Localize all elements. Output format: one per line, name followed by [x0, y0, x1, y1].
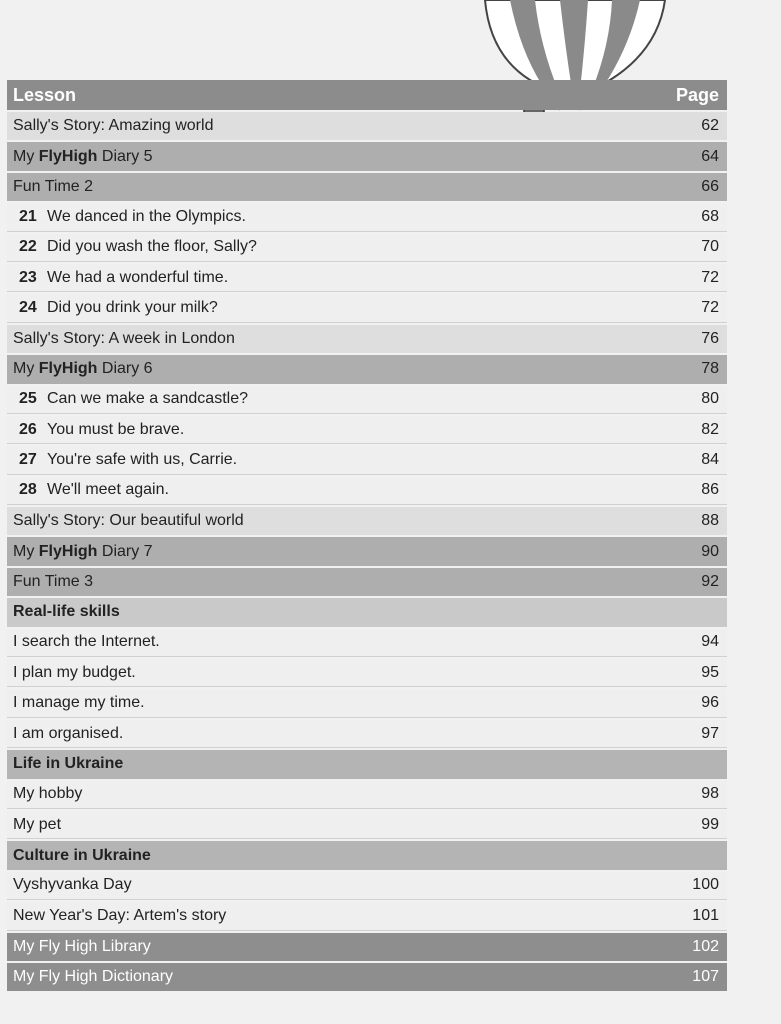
toc-row	[7, 477, 727, 505]
toc-row	[7, 234, 727, 262]
toc-row	[7, 203, 727, 231]
lesson-title	[13, 968, 173, 986]
lesson-title	[13, 360, 153, 378]
page-number: 99	[701, 815, 719, 833]
toc-row	[7, 933, 727, 961]
lesson-title-text: Real-life skills	[13, 603, 120, 621]
lesson-title	[13, 633, 160, 651]
section-heading-row	[7, 598, 727, 626]
page-number: 92	[701, 573, 719, 591]
lesson-title	[13, 938, 151, 956]
lesson-number: 24	[19, 299, 37, 317]
lesson-title	[13, 543, 153, 561]
lesson-title-text: You're safe with us, Carrie.	[47, 450, 238, 468]
toc-row	[7, 689, 727, 717]
lesson-number: 28	[19, 481, 37, 499]
lesson-title-text: I am organised.	[13, 724, 124, 742]
page-number: 88	[701, 512, 719, 530]
lesson-title-text: Can we make a sandcastle?	[47, 390, 248, 408]
lesson-title-text: Fun Time 2	[13, 177, 94, 195]
page-column-header: Page	[675, 84, 719, 105]
lesson-title	[13, 512, 244, 530]
lesson-title	[13, 664, 136, 682]
lesson-title	[13, 178, 93, 196]
toc-row	[7, 142, 727, 170]
lesson-title-text: Sally's Story: Amazing world	[13, 117, 214, 135]
toc-row	[7, 112, 727, 140]
page-number: 90	[701, 542, 719, 560]
lesson-title-text: My	[13, 147, 39, 165]
lesson-column-header: Lesson	[13, 84, 77, 105]
lesson-title	[13, 451, 237, 469]
page-number: 86	[701, 481, 719, 499]
lesson-title	[13, 694, 145, 712]
toc-row	[7, 264, 727, 292]
lesson-title-text: Life in Ukraine	[13, 755, 124, 773]
page-number: 70	[701, 238, 719, 256]
page-number: 97	[701, 724, 719, 742]
toc-row	[7, 507, 727, 535]
toc-row	[7, 173, 727, 201]
section-heading-row	[7, 750, 727, 778]
page-number: 96	[701, 694, 719, 712]
page-number: 68	[701, 207, 719, 225]
lesson-number: 23	[19, 268, 37, 286]
lesson-title	[13, 148, 153, 166]
lesson-title-text: Culture in Ukraine	[13, 846, 151, 864]
toc-row	[7, 963, 727, 991]
toc-row	[7, 720, 727, 748]
toc-row	[7, 446, 727, 474]
lesson-title-text: Sally's Story: Our beautiful world	[13, 512, 244, 530]
page-number: 84	[701, 450, 719, 468]
flyhigh-brand-text: FlyHigh	[38, 542, 98, 560]
toc-row	[7, 781, 727, 809]
page-number: 62	[701, 117, 719, 135]
lesson-number: 25	[19, 390, 37, 408]
page-number: 107	[692, 968, 719, 986]
lesson-title	[13, 421, 184, 439]
lesson-title-text: My Fly High Dictionary	[13, 968, 174, 986]
page-number: 82	[701, 420, 719, 438]
lesson-title	[13, 299, 218, 317]
lesson-title	[13, 816, 61, 834]
page-number: 76	[701, 329, 719, 347]
page-number: 78	[701, 360, 719, 378]
lesson-title-text: My pet	[13, 815, 62, 833]
lesson-title	[13, 330, 235, 348]
lesson-title	[13, 755, 123, 773]
lesson-title	[13, 269, 228, 287]
lesson-title	[13, 847, 151, 865]
toc-row	[7, 629, 727, 657]
lesson-title-suffix: Diary 7	[97, 542, 153, 560]
toc-row	[7, 325, 727, 353]
flyhigh-brand-text: FlyHigh	[38, 360, 98, 378]
lesson-title	[13, 907, 226, 925]
lesson-title	[13, 603, 120, 621]
lesson-title	[13, 390, 248, 408]
toc-row	[7, 537, 727, 565]
toc-row	[7, 811, 727, 839]
lesson-title	[13, 876, 132, 894]
lesson-title-text: My Fly High Library	[13, 937, 151, 955]
page-number: 94	[701, 633, 719, 651]
lesson-title-text: We had a wonderful time.	[47, 268, 229, 286]
toc-rows	[7, 112, 727, 991]
page-number: 72	[701, 299, 719, 317]
lesson-title-text: My	[13, 542, 39, 560]
lesson-number: 27	[19, 450, 37, 468]
toc-header-row	[7, 80, 727, 110]
page-number: 95	[701, 663, 719, 681]
toc-row	[7, 294, 727, 322]
lesson-title	[13, 573, 93, 591]
lesson-number: 21	[19, 207, 37, 225]
page-number: 101	[692, 906, 719, 924]
lesson-title	[13, 785, 82, 803]
toc-row	[7, 659, 727, 687]
page-number: 98	[701, 785, 719, 803]
page-number: 100	[692, 876, 719, 894]
lesson-title-text: Vyshyvanka Day	[13, 876, 132, 894]
toc-row	[7, 355, 727, 383]
lesson-number: 26	[19, 420, 37, 438]
page-number: 64	[701, 147, 719, 165]
lesson-title-text: My hobby	[13, 785, 83, 803]
lesson-number: 22	[19, 238, 37, 256]
toc-row	[7, 568, 727, 596]
lesson-title-text: Did you wash the floor, Sally?	[47, 238, 257, 256]
page-number: 66	[701, 177, 719, 195]
lesson-title-text: We danced in the Olympics.	[47, 207, 246, 225]
toc-row	[7, 902, 727, 930]
table-of-contents	[7, 80, 727, 993]
lesson-title-text: Did you drink your milk?	[47, 299, 218, 317]
flyhigh-brand-text: FlyHigh	[38, 147, 98, 165]
lesson-title-text: My	[13, 360, 39, 378]
page-number: 102	[692, 937, 719, 955]
toc-row	[7, 872, 727, 900]
lesson-title-text: I search the Internet.	[13, 633, 160, 651]
lesson-title-text: Sally's Story: A week in London	[13, 329, 235, 347]
lesson-title-text: I manage my time.	[13, 694, 145, 712]
lesson-title	[13, 117, 213, 135]
lesson-title-suffix: Diary 6	[97, 360, 153, 378]
lesson-title-text: We'll meet again.	[47, 481, 169, 499]
lesson-title-suffix: Diary 5	[97, 147, 153, 165]
toc-row	[7, 386, 727, 414]
section-heading-row	[7, 841, 727, 869]
lesson-title	[13, 725, 123, 743]
lesson-title-text: New Year's Day: Artem's story	[13, 906, 227, 924]
lesson-title	[13, 208, 246, 226]
lesson-title	[13, 481, 169, 499]
lesson-title-text: You must be brave.	[47, 420, 185, 438]
lesson-title-text: I plan my budget.	[13, 663, 136, 681]
toc-row	[7, 416, 727, 444]
lesson-title	[13, 238, 257, 256]
page-number: 80	[701, 390, 719, 408]
page-number: 72	[701, 268, 719, 286]
lesson-title-text: Fun Time 3	[13, 573, 94, 591]
